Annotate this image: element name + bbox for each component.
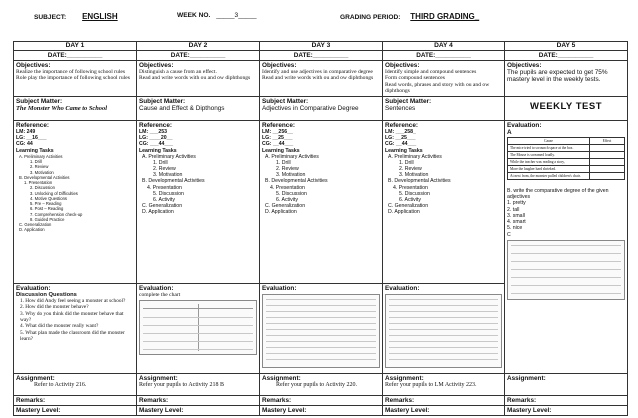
remarks-row — [14, 396, 628, 406]
day-3-assignment — [260, 374, 383, 396]
day-3-header: DAY 3 — [260, 42, 383, 51]
learning-task-item: C. Generalization — [388, 202, 429, 209]
week-value: _____3_____ — [216, 12, 257, 19]
ref-cg: CG: 44 — [16, 141, 33, 148]
reference-label: Reference: — [385, 122, 419, 129]
day-1-header: DAY 1 — [14, 42, 137, 51]
day-5-mastery: Mastery Level: — [505, 406, 628, 416]
question-item: 4. What did the monster really want? — [20, 323, 99, 330]
learning-task-item: C. Generalization — [19, 222, 52, 228]
assignment-text: Refer your pupils to Activity 220. — [276, 382, 357, 388]
day-3-objectives — [260, 61, 383, 97]
learning-tasks-list — [139, 154, 257, 215]
subject-matter-label: Subject Matter: — [262, 98, 309, 105]
learning-task-item: 3. Motivation — [30, 169, 54, 175]
evaluation-label: Evaluation: — [507, 122, 542, 129]
day-4-subject-matter — [383, 97, 505, 121]
learning-tasks-list — [16, 154, 134, 233]
learning-task-item: 2. Review — [399, 166, 422, 173]
learning-task-item: 1. Drill — [153, 160, 168, 167]
effect-cell — [589, 152, 624, 159]
worksheet-image — [262, 294, 380, 368]
learning-task-item: 2. Review — [153, 166, 176, 173]
assignment-text: Refer your pupils to LM Activity 223. — [385, 382, 477, 388]
objectives-text: The pupils are expected to get 75% mastery level in the weekly tests. — [507, 69, 608, 84]
adjective-item: 3. small — [507, 212, 525, 219]
objectives-text: Distinguish a cause from an effect. Read and write words with ou and ow diphthongs — [139, 69, 251, 82]
learning-tasks-label: Learning Tasks — [139, 147, 177, 154]
evaluation-label: Evaluation: — [262, 285, 297, 292]
effect-cell — [589, 166, 624, 173]
day-3-evaluation — [260, 284, 383, 374]
learning-task-item: B. Developmental Activities — [19, 174, 70, 180]
assignment-label: Assignment: — [507, 375, 546, 382]
day-1-remarks: Remarks: — [14, 396, 137, 406]
learning-task-item: 2. Discussion — [30, 185, 55, 191]
learning-task-item: 3. Unlocking of Difficulties — [30, 190, 78, 196]
grading-value: THIRD GRADING_ — [410, 12, 480, 21]
adjective-item: 1. pretty — [507, 200, 526, 207]
objectives-label: Objectives: — [507, 62, 542, 69]
assignment-text: Refer to Activity 216. — [34, 382, 87, 388]
assignment-label: Assignment: — [139, 375, 178, 382]
learning-task-item: C. Generalization — [142, 202, 183, 209]
subject-matter-row — [14, 97, 628, 121]
day-1-date: DATE:__________ — [14, 51, 137, 61]
day-2-assignment — [137, 374, 260, 396]
assignment-label: Assignment: — [16, 375, 55, 382]
effect-cell — [589, 159, 624, 166]
effect-header: Effect — [589, 138, 624, 145]
learning-tasks-list — [385, 154, 502, 215]
objectives-text: Realize the importance of following school rules Role play the importance of following school rules — [16, 69, 130, 82]
learning-tasks-list — [262, 154, 380, 215]
learning-task-item: 2. Review — [276, 166, 299, 173]
evaluation-note: complete the chart — [139, 292, 181, 298]
assignment-label: Assignment: — [385, 375, 424, 382]
reference-label: Reference: — [16, 122, 50, 129]
learning-task-item: 1. Drill — [276, 160, 291, 167]
day-4-objectives — [383, 61, 505, 97]
ref-cg: CG: __44___ — [385, 141, 417, 148]
evaluation-label: Evaluation: — [139, 285, 174, 292]
learning-task-item: 8. Guided Practice — [30, 216, 65, 222]
subject-matter-label: Subject Matter: — [16, 98, 63, 105]
subject-value: ENGLISH — [82, 12, 118, 21]
day-4-assignment — [383, 374, 505, 396]
ref-lm: LM: __256__ — [262, 129, 293, 135]
subject-matter-text: Adjectives in Comparative Degree — [262, 105, 359, 112]
question-item: 3. Why do you think did the monster behave that way? — [20, 310, 124, 324]
day-5-subject-matter — [505, 97, 628, 121]
week-label: WEEK NO. — [177, 12, 211, 19]
date-row — [14, 51, 628, 61]
learning-task-item: 3. Motivation — [399, 172, 429, 179]
day-1-assignment — [14, 374, 137, 396]
day-1-evaluation — [14, 284, 137, 374]
learning-task-item: D. Application — [265, 209, 297, 216]
day-2-header: DAY 2 — [137, 42, 260, 51]
lesson-plan-table — [13, 41, 628, 416]
subject-label: SUBJECT: — [34, 14, 67, 21]
adjective-list — [507, 200, 625, 237]
learning-tasks-label: Learning Tasks — [385, 147, 423, 154]
ref-lm: LM: ___253 — [139, 129, 167, 135]
cause-cell: While the teacher was reading a story, — [508, 159, 590, 166]
chart-worksheet-image — [139, 300, 257, 355]
learning-task-item: B. Developmental Activities — [142, 178, 205, 185]
learning-task-item: D. Application — [388, 209, 420, 216]
subject-matter-text: Sentences — [385, 105, 416, 112]
objectives-row — [14, 61, 628, 97]
day-2-evaluation — [137, 284, 260, 374]
day-5-objectives — [505, 61, 628, 97]
learning-task-item: A. Preliminary Activities — [142, 153, 196, 160]
day-4-date: DATE:__________ — [383, 51, 505, 61]
ref-lm: LM: 249 — [16, 129, 36, 135]
grading-label: GRADING PERIOD: — [340, 14, 401, 21]
learning-task-item: A. Preliminary Activities — [265, 153, 319, 160]
learning-task-item: 6. Activity — [153, 196, 175, 203]
day-5-date: DATE:__________ — [505, 51, 628, 61]
objectives-text: Identify and use adjectives in comparative degree Read and write words with ou and ow diphthongs — [262, 69, 374, 82]
learning-task-item: D. Application — [142, 209, 174, 216]
discussion-questions-list — [16, 298, 134, 342]
learning-task-item: 6. Activity — [399, 196, 421, 203]
objectives-label: Objectives: — [16, 62, 51, 69]
day-1-objectives — [14, 61, 137, 97]
learning-task-item: 3. Motivation — [153, 172, 183, 179]
cause-cell: The Mouse is screamed loudly. — [508, 152, 590, 159]
ref-cg: CG: __44___ — [262, 141, 294, 148]
assignment-row — [14, 374, 628, 396]
objectives-label: Objectives: — [385, 62, 420, 69]
question-item: 1. How did Andy feel seeing a monster at school? — [20, 298, 126, 304]
day-2-date: DATE:__________ — [137, 51, 260, 61]
cause-cell: At next from, the monster pulled children's chair. — [508, 173, 590, 180]
learning-tasks-label: Learning Tasks — [262, 147, 300, 154]
day-3-mastery: Mastery Level: — [260, 406, 383, 416]
learning-task-item: 5. Discussion — [276, 190, 307, 197]
day-header-row — [14, 42, 628, 51]
part-c-worksheet-image — [507, 240, 625, 300]
learning-task-item: 4. Presentation — [270, 184, 305, 191]
day-2-remarks: Remarks: — [137, 396, 260, 406]
learning-task-item: 7. Comprehension check-up — [30, 211, 83, 217]
ref-lm: LM: ___258_ — [385, 129, 416, 135]
day-4-mastery: Mastery Level: — [383, 406, 505, 416]
adjective-item: 5. nice — [507, 225, 523, 232]
question-item: 5. What plan made the classroom did the monster learn? — [20, 329, 125, 343]
day-1-reference — [14, 121, 137, 284]
subject-matter-text: The Monster Who Came to School — [16, 105, 107, 112]
part-b-instruction: B. write the comparative degree of the given adjectives — [507, 188, 609, 201]
assignment-text: Refer your pupils to Activity 218 B — [139, 382, 224, 388]
learning-task-item: 5. Discussion — [399, 190, 430, 197]
learning-tasks-label: Learning Tasks — [16, 147, 54, 154]
weekly-test-title: WEEKLY TEST — [529, 101, 602, 112]
day-3-reference — [260, 121, 383, 284]
worksheet-image — [385, 294, 502, 368]
ref-lg: LG: __16___ — [16, 135, 47, 142]
evaluation-label: Evaluation: — [385, 285, 420, 292]
day-2-subject-matter — [137, 97, 260, 121]
week-field — [177, 12, 257, 19]
assignment-label: Assignment: — [262, 375, 301, 382]
cause-header: Cause — [508, 138, 590, 145]
effect-cell — [589, 145, 624, 152]
learning-task-item: 1. Drill — [30, 159, 42, 165]
learning-task-item: 4. Presentation — [393, 184, 428, 191]
objectives-label: Objectives: — [139, 62, 174, 69]
part-a-label: A — [507, 129, 512, 136]
reference-label: Reference: — [139, 122, 173, 129]
learning-task-item: 1. Presentation — [24, 180, 53, 186]
adjective-item: 4. smart — [507, 219, 526, 226]
page-header — [0, 0, 638, 38]
learning-task-item: 6. Activity — [276, 196, 298, 203]
adjective-item: 2. tall — [507, 206, 520, 213]
ref-lg: LG: __25___ — [262, 135, 293, 142]
part-c-label: C — [507, 231, 511, 238]
day-3-subject-matter — [260, 97, 383, 121]
reference-row — [14, 121, 628, 284]
day-5-evaluation — [505, 121, 628, 374]
learning-task-item: C. Generalization — [265, 202, 306, 209]
discussion-questions-label: Discussion Questions — [16, 292, 77, 298]
evaluation-label: Evaluation: — [16, 285, 51, 292]
subject-matter-label: Subject Matter: — [385, 98, 432, 105]
ref-cg: CG: ___44___ — [139, 141, 174, 148]
learning-task-item: 4. Motive Questions — [30, 195, 68, 201]
learning-task-item: 4. Presentation — [147, 184, 182, 191]
objectives-text: Identify simple and compound sentences Form compound sentences Read words, phrases and story with ou and ow diphthongs — [385, 69, 490, 95]
ref-lg: LG: ____20__ — [139, 135, 173, 142]
day-5-header: DAY 5 — [505, 42, 628, 51]
learning-task-item: 2. Review — [30, 164, 49, 170]
day-1-subject-matter — [14, 97, 137, 121]
day-2-reference — [137, 121, 260, 284]
subject-matter-label: Subject Matter: — [139, 98, 186, 105]
day-5-assignment — [505, 374, 628, 396]
day-1-mastery: Mastery Level: — [14, 406, 137, 416]
learning-task-item: 6. Post – Reading — [30, 206, 64, 212]
learning-task-item: 5. Discussion — [153, 190, 184, 197]
day-4-remarks: Remarks: — [383, 396, 505, 406]
learning-task-item: 3. Motivation — [276, 172, 306, 179]
day-5-remarks: Remarks: — [505, 396, 628, 406]
day-2-mastery: Mastery Level: — [137, 406, 260, 416]
effect-cell — [589, 173, 624, 180]
grading-field — [340, 12, 479, 21]
day-4-header: DAY 4 — [383, 42, 505, 51]
learning-task-item: 1. Drill — [399, 160, 414, 167]
cause-cell: More the laugher hard shrieked. — [508, 166, 590, 173]
learning-task-item: B. Developmental Activities — [265, 178, 328, 185]
day-3-date: DATE:__________ — [260, 51, 383, 61]
mastery-level-row — [14, 406, 628, 416]
reference-label: Reference: — [262, 122, 296, 129]
learning-task-item: D. Application — [19, 227, 45, 233]
day-4-reference — [383, 121, 505, 284]
ref-lg: LG: __25___ — [385, 135, 416, 142]
day-4-evaluation — [383, 284, 505, 374]
learning-task-item: 5. Pre – Reading — [30, 201, 62, 207]
objectives-label: Objectives: — [262, 62, 297, 69]
day-2-objectives — [137, 61, 260, 97]
learning-task-item: A. Preliminary Activities — [19, 153, 63, 159]
day-3-remarks: Remarks: — [260, 396, 383, 406]
learning-task-item: A. Preliminary Activities — [388, 153, 442, 160]
cause-cell: The mice tried to scrounch space at the box. — [508, 145, 590, 152]
cause-effect-table — [507, 137, 625, 180]
question-item: 2. How did the monster behave? — [20, 304, 89, 311]
subject-field — [34, 12, 118, 21]
subject-matter-text: Cause and Effect & Dipthongs — [139, 105, 225, 112]
learning-task-item: B. Developmental Activities — [388, 178, 451, 185]
